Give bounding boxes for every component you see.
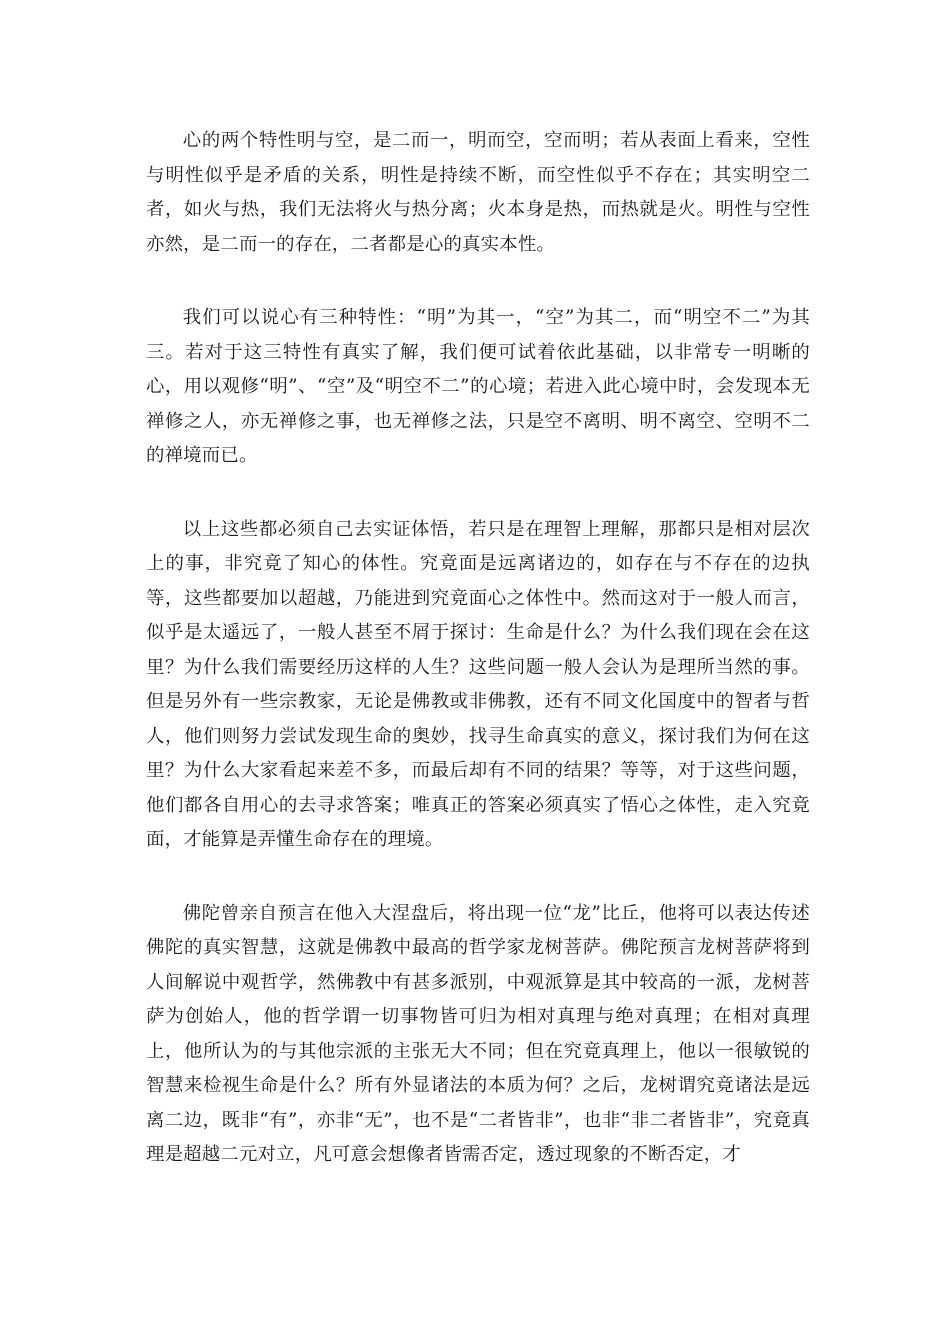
paragraph-mind-nature: 心的两个特性明与空，是二而一，明而空，空而明；若从表面上看来，空性与明性似乎是矛盾的关系，明性是持续不断，而空性似乎不存在；其实明空二者，如火与热，我们无法将火与热分离；火本身是热，而热就是火。明性与空性亦然，是二而一的存在，二者都是心的真实本性。 (146, 130, 810, 255)
document-page (146, 124, 810, 1212)
paragraph-three-characteristics: 我们可以说心有三种特性：“明”为其一，“空”为其二，而“明空不二”为其三。若对于这三特性有真实了解，我们便可试着依此基础，以非常专一明晰的心，用以观修“明”、“空”及“明空不二”的心境；若进入此心境中时，会发现本无禅修之人，亦无禅修之事，也无禅修之法，只是空不离明、明不离空、空明不二的禅境而已。 (146, 307, 810, 466)
paragraph-nagarjuna: 佛陀曾亲自预言在他入大涅盘后，将出现一位“龙”比丘，他将可以表达传述佛陀的真实智慧，这就是佛教中最高的哲学家龙树菩萨。佛陀预言龙树菩萨将到人间解说中观哲学，然佛教中有甚多派别，中观派算是其中较高的一派，龙树菩萨为创始人，他的哲学谓一切事物皆可归为相对真理与绝对真理；在相对真理上，他所认为的与其他宗派的主张无大不同；但在究竟真理上，他以一很敏锐的智慧来检视生命是什么？所有外显诸法的本质为何？之后，龙树谓究竟诸法是远离二边，既非“有”，亦非“无”，也不是“二者皆非”，也非“非二者皆非”，究竟真理是超越二元对立，凡可意会想像者皆需否定，透过现象的不断否定，才 (146, 902, 810, 1165)
paragraph-ultimate-realization: 以上这些都必须自己去实证体悟，若只是在理智上理解，那都只是相对层次上的事，非究竟了知心的体性。究竟面是远离诸边的，如存在与不存在的边执等，这些都要加以超越，乃能进到究竟面心之体性中。然而这对于一般人而言，似乎是太遥远了，一般人甚至不屑于探讨：生命是什么？为什么我们现在会在这里？为什么我们需要经历这样的人生？这些问题一般人会认为是理所当然的事。但是另外有一些宗教家，无论是佛教或非佛教，还有不同文化国度中的智者与哲人，他们则努力尝试发现生命的奥妙，找寻生命真实的意义，探讨我们为何在这里？为什么大家看起来差不多，而最后却有不同的结果？等等，对于这些问题，他们都各自用心的去寻求答案；唯真正的答案必须真实了悟心之体性，走入究竟面，才能算是弄懂生命存在的理境。 (146, 518, 810, 850)
